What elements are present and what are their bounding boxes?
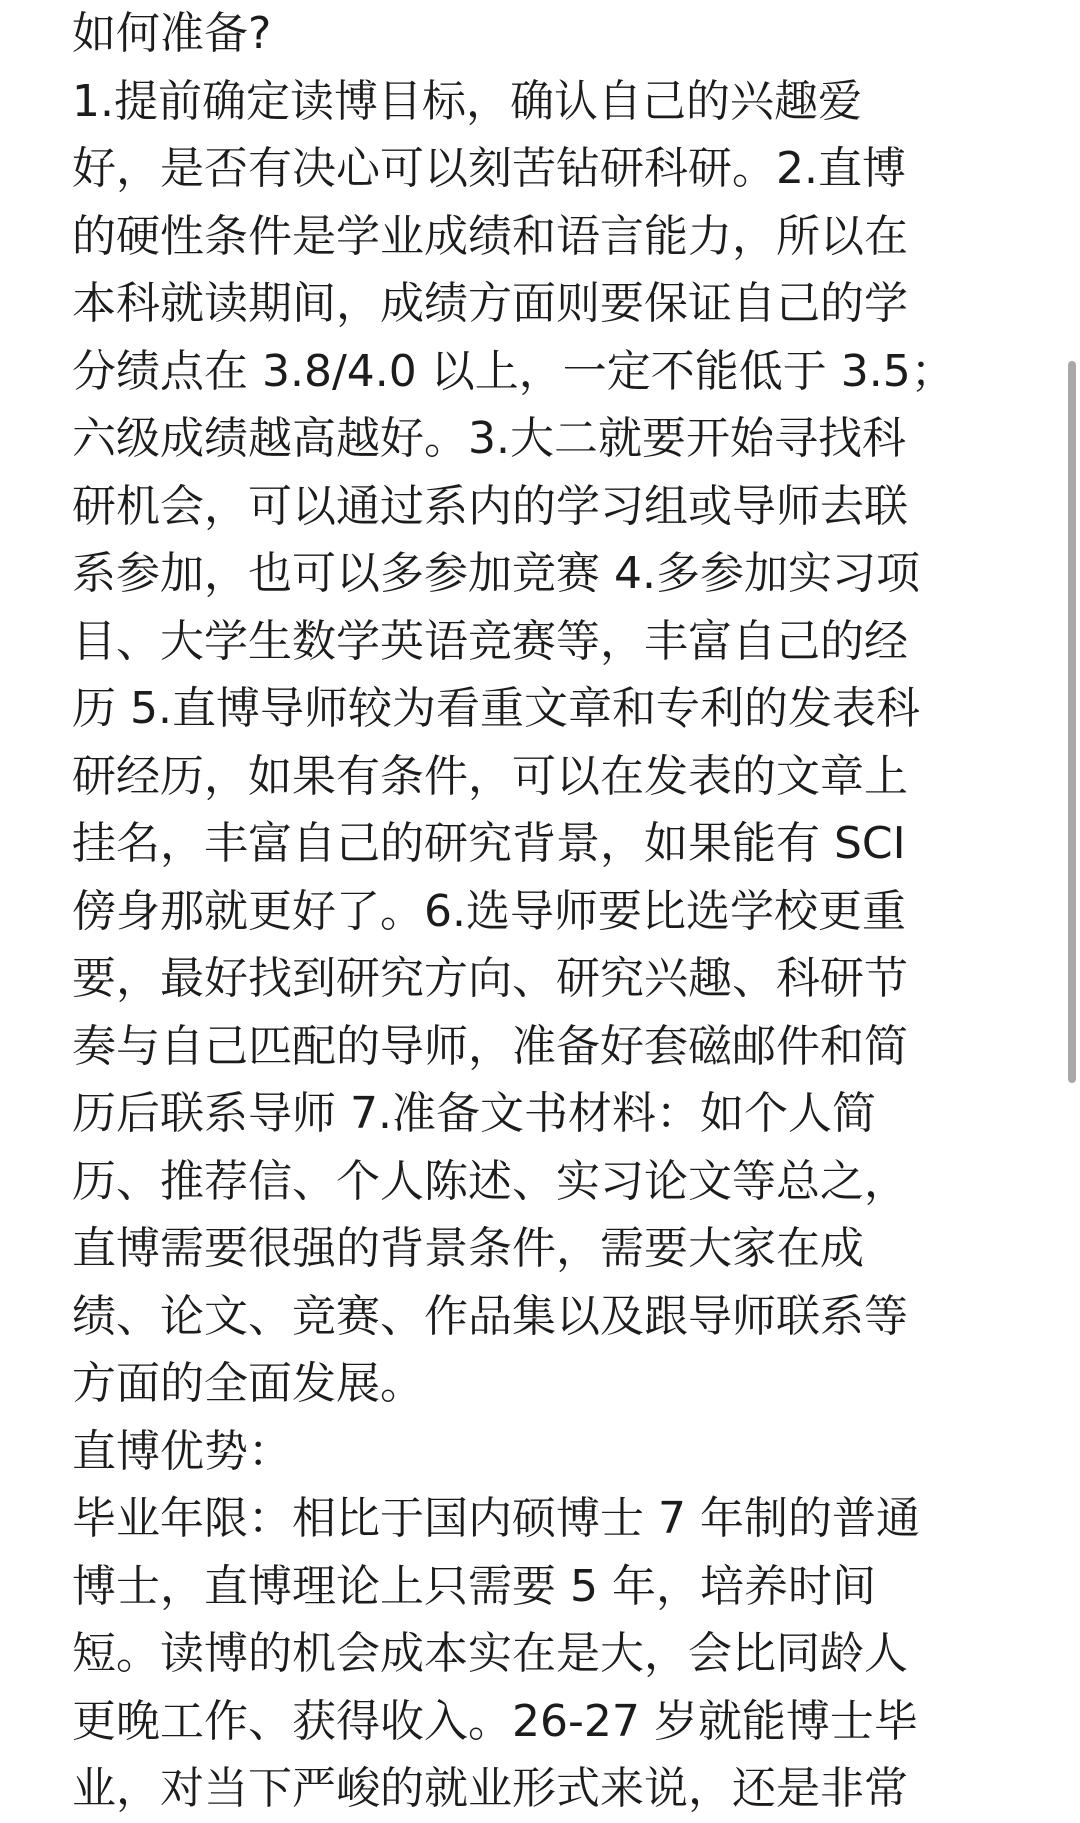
section-heading-advantages: 直博优势： — [72, 1425, 292, 1477]
text-line: 毕业年限：相比于国内硕博士 7 年制的普通 — [72, 1493, 920, 1544]
text-line: 傍身那就更好了。6.选导师要比选学校更重 — [72, 885, 906, 937]
text-line: 短。读博的机会成本实在是大，会比同龄人 — [72, 1628, 908, 1679]
text-line: 的硬性条件是学业成绩和语言能力，所以在 — [72, 210, 908, 262]
text-line: 好，是否有决心可以刻苦钻研科研。2.直博 — [72, 143, 906, 194]
vertical-scrollbar[interactable] — [1064, 0, 1080, 1806]
text-line: 业，对当下严峻的就业形式来说，还是非常 — [72, 1763, 908, 1814]
article-body — [72, 0, 992, 1823]
text-line: 研经历，如果有条件，可以在发表的文章上 — [72, 750, 908, 802]
text-line: 历后联系导师 7.准备文书材料：如个人简 — [72, 1088, 876, 1139]
text-line: 奏与自己匹配的导师，准备好套磁邮件和简 — [72, 1020, 908, 1072]
text-line: 六级成绩越高越好。3.大二就要开始寻找科 — [72, 413, 906, 464]
text-line: 历、推荐信、个人陈述、实习论文等总之， — [72, 1155, 908, 1207]
text-line: 分绩点在 3.8/4.0 以上，一定不能低于 3.5； — [72, 345, 955, 397]
text-line: 研机会，可以通过系内的学习组或导师去联 — [72, 480, 908, 532]
text-line: 历 5.直博导师较为看重文章和专利的发表科 — [72, 683, 920, 734]
text-line: 1.提前确定读博目标，确认自己的兴趣爱 — [72, 75, 862, 127]
text-line: 挂名，丰富自己的研究背景，如果能有 SCI — [72, 818, 906, 869]
text-line: 方面的全面发展。 — [72, 1358, 424, 1409]
scrollbar-thumb[interactable] — [1068, 361, 1076, 1083]
text-line: 绩、论文、竞赛、作品集以及跟导师联系等 — [72, 1290, 908, 1342]
section-heading-preparation: 如何准备? — [72, 8, 272, 59]
text-line: 博士，直博理论上只需要 5 年，培养时间 — [72, 1560, 876, 1612]
text-line: 直博需要很强的背景条件，需要大家在成 — [72, 1223, 864, 1274]
text-line: 本科就读期间，成绩方面则要保证自己的学 — [72, 278, 908, 329]
text-line: 系参加，也可以多参加竞赛 4.多参加实习项 — [72, 548, 920, 599]
text-line: 目、大学生数学英语竞赛等，丰富自己的经 — [72, 615, 908, 667]
text-line: 要，最好找到研究方向、研究兴趣、科研节 — [72, 953, 908, 1004]
text-line: 更晚工作、获得收入。26-27 岁就能博士毕 — [72, 1695, 918, 1747]
